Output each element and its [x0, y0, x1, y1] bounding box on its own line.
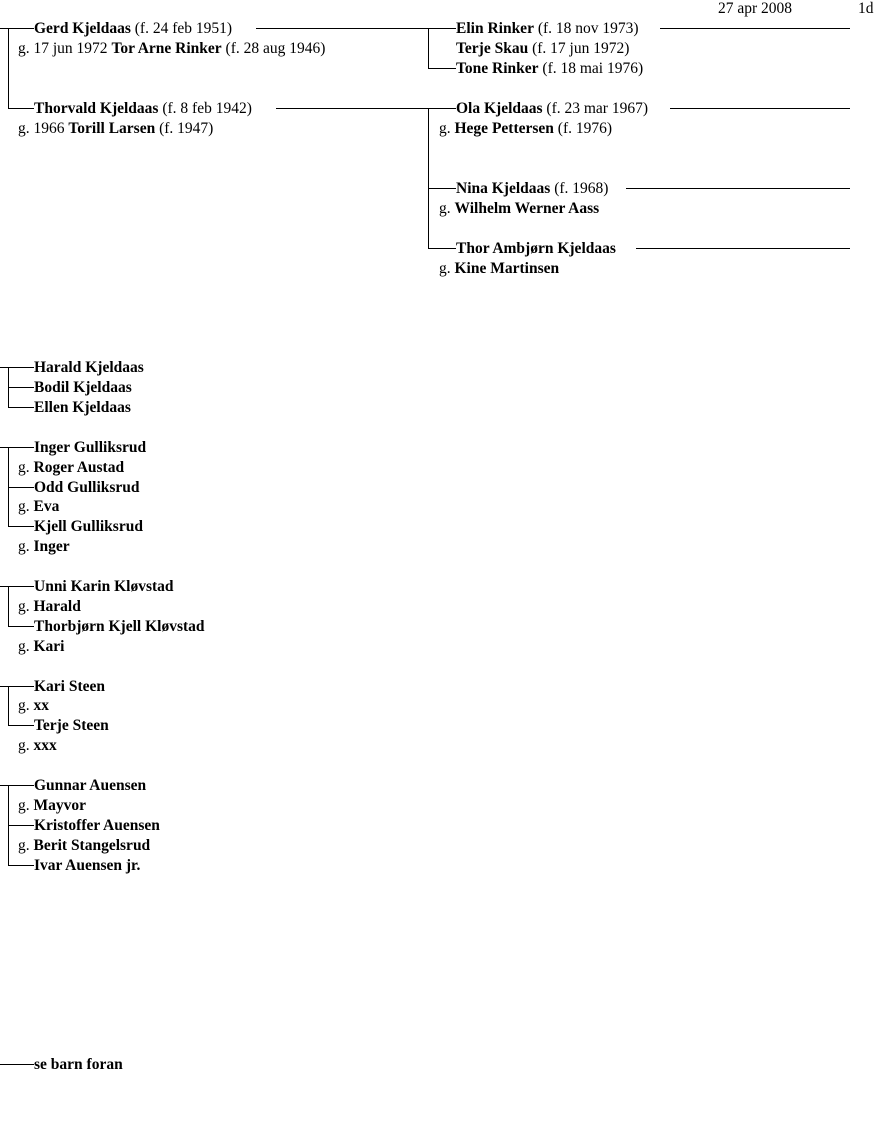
person-ellen-kjeldaas: Ellen Kjeldaas — [34, 399, 131, 416]
spouse-name: Mayvor — [33, 797, 87, 814]
spouse-inger — [18, 538, 70, 556]
spouse-name: Inger — [33, 538, 70, 555]
person-name: Gerd Kjeldaas — [34, 20, 131, 37]
spouse-name: xx — [33, 697, 49, 714]
spouse-name: Kari — [33, 638, 65, 655]
connector-line — [660, 28, 850, 29]
person-kristoffer-auensen: Kristoffer Auensen — [34, 817, 160, 834]
birth-date: (f. 1947) — [159, 120, 214, 137]
person-gerd-kjeldaas — [34, 20, 232, 38]
spouse-kari — [18, 638, 65, 656]
spouse-wilhelm-werner-aass — [439, 200, 599, 218]
connector-line — [8, 785, 34, 786]
connector-line — [0, 785, 8, 786]
person-name: Terje Skau — [456, 40, 529, 57]
connector-line — [0, 586, 8, 587]
person-inger-gulliksrud: Inger Gulliksrud — [34, 439, 147, 456]
birth-date: (f. 18 nov 1973) — [537, 20, 639, 37]
connector-line — [626, 188, 850, 189]
person-nina-kjeldaas — [456, 180, 608, 198]
spouse-xx — [18, 697, 49, 715]
connector-line — [428, 28, 429, 68]
spouse-harald — [18, 598, 81, 616]
connector-line — [8, 526, 34, 527]
person-ivar-auensen-jr: Ivar Auensen jr. — [34, 857, 141, 874]
connector-line — [8, 407, 34, 408]
person-ola-kjeldaas — [456, 100, 648, 118]
connector-line — [428, 28, 456, 29]
marriage-prefix: g. — [439, 200, 451, 217]
connector-line — [8, 686, 9, 725]
person-terje-steen: Terje Steen — [34, 717, 109, 734]
birth-date: (f. 24 feb 1951) — [134, 20, 233, 37]
connector-line — [8, 28, 9, 108]
connector-line — [8, 586, 9, 626]
print-date: 27 apr 2008 — [718, 0, 793, 17]
connector-line — [428, 188, 456, 189]
spouse-hege-pettersen — [439, 120, 612, 138]
marriage-prefix: g. — [18, 697, 30, 714]
person-name: Ola Kjeldaas — [456, 100, 543, 117]
spouse-mayvor — [18, 797, 86, 815]
connector-line — [8, 387, 34, 388]
birth-date: (f. 17 jun 1972) — [532, 40, 630, 57]
connector-line — [428, 248, 456, 249]
marriage-prefix: g. — [439, 120, 451, 137]
person-kjell-gulliksrud: Kjell Gulliksrud — [34, 518, 143, 535]
connector-line — [8, 626, 34, 627]
spouse-torill-larsen — [18, 120, 213, 138]
spouse-name: xxx — [33, 737, 57, 754]
connector-line — [428, 108, 429, 248]
marriage-prefix: g. — [18, 538, 30, 555]
marriage-prefix: g. — [18, 837, 30, 854]
spouse-name: Hege Pettersen — [454, 120, 554, 137]
spouse-name: Wilhelm Werner Aass — [454, 200, 600, 217]
connector-line — [8, 825, 34, 826]
connector-line — [0, 28, 8, 29]
connector-line — [670, 108, 850, 109]
spouse-name: Kine Martinsen — [454, 260, 560, 277]
spouse-name: Tor Arne Rinker — [111, 40, 222, 57]
connector-line — [0, 686, 8, 687]
person-thor-ambjorn-kjeldaas — [456, 240, 616, 258]
person-thorbjorn-kjell-klovstad: Thorbjørn Kjell Kløvstad — [34, 618, 205, 635]
person-name: Nina Kjeldaas — [456, 180, 551, 197]
marriage-prefix: g. — [18, 638, 30, 655]
spouse-name: Berit Stangelsrud — [33, 837, 151, 854]
connector-line — [8, 725, 34, 726]
spouse-berit-stangelsrud — [18, 837, 150, 855]
connector-line — [8, 686, 34, 687]
person-kari-steen: Kari Steen — [34, 678, 106, 695]
spouse-name: Roger Austad — [33, 459, 125, 476]
person-tone-rinker — [456, 60, 643, 78]
spouse-tor-arne-rinker — [18, 40, 325, 58]
reference-see-children: se barn foran — [34, 1056, 123, 1073]
marriage-prefix: g. — [18, 598, 30, 615]
connector-line — [0, 447, 8, 448]
person-elin-rinker — [456, 20, 639, 38]
marriage-prefix: g. — [439, 260, 451, 277]
connector-line — [428, 68, 456, 69]
marriage-prefix: g. — [18, 498, 30, 515]
connector-line — [8, 28, 34, 29]
marriage-prefix: g. — [18, 459, 30, 476]
connector-line — [8, 447, 34, 448]
spouse-name: Harald — [33, 598, 81, 615]
connector-line — [0, 367, 8, 368]
page-reference: 1d — [858, 0, 874, 17]
spouse-name: Torill Larsen — [68, 120, 156, 137]
birth-date: (f. 1968) — [554, 180, 609, 197]
person-terje-skau — [456, 40, 629, 58]
connector-line — [8, 108, 34, 109]
person-thorvald-kjeldaas — [34, 100, 252, 118]
spouse-name: Eva — [33, 498, 60, 515]
person-harald-kjeldaas: Harald Kjeldaas — [34, 359, 144, 376]
person-odd-gulliksrud: Odd Gulliksrud — [34, 479, 140, 496]
marriage-prefix: g. — [18, 797, 30, 814]
spouse-roger-austad — [18, 459, 124, 477]
marriage-prefix: g. 1966 — [18, 120, 65, 137]
connector-line — [8, 865, 34, 866]
person-name: Elin Rinker — [456, 20, 534, 37]
marriage-prefix: g. 17 jun 1972 — [18, 40, 108, 57]
birth-date: (f. 1976) — [557, 120, 613, 137]
marriage-prefix: g. — [18, 737, 30, 754]
birth-date: (f. 23 mar 1967) — [546, 100, 649, 117]
connector-line — [636, 248, 850, 249]
birth-date: (f. 8 feb 1942) — [162, 100, 252, 117]
person-name: Thor Ambjørn Kjeldaas — [456, 240, 616, 257]
person-bodil-kjeldaas: Bodil Kjeldaas — [34, 379, 132, 396]
connector-line — [8, 367, 34, 368]
spouse-eva — [18, 498, 59, 516]
connector-line — [428, 108, 456, 109]
birth-date: (f. 18 mai 1976) — [542, 60, 644, 77]
person-unni-karin-klovstad: Unni Karin Kløvstad — [34, 578, 174, 595]
connector-line — [8, 586, 34, 587]
person-name: Tone Rinker — [456, 60, 539, 77]
connector-line — [8, 487, 34, 488]
person-gunnar-auensen: Gunnar Auensen — [34, 777, 147, 794]
connector-line — [256, 28, 428, 29]
person-name: Thorvald Kjeldaas — [34, 100, 159, 117]
spouse-xxx — [18, 737, 57, 755]
connector-line — [276, 108, 428, 109]
connector-line — [0, 1064, 34, 1065]
spouse-kine-martinsen — [439, 260, 559, 278]
birth-date: (f. 28 aug 1946) — [225, 40, 326, 57]
